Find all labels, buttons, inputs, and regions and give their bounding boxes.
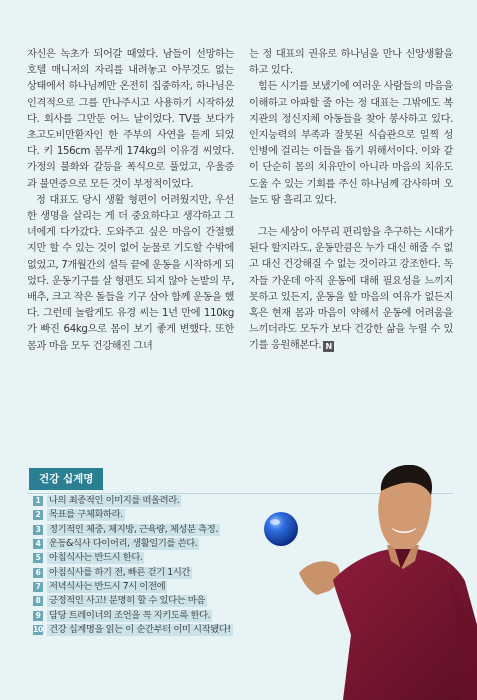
list-item — [33, 594, 233, 608]
list-item — [33, 551, 233, 565]
list-item — [33, 508, 233, 522]
list-item — [33, 523, 233, 537]
item-text: 건강 십계명을 읽는 이 순간부터 이미 시작됐다! — [49, 623, 231, 635]
item-text: 저녁식사는 반드시 7시 이전에 — [49, 580, 166, 592]
item-number: 9 — [33, 611, 43, 621]
list-item — [33, 537, 233, 551]
article-paragraph-text: 그는 세상이 아무리 편리함을 추구하는 시대가 된다 할지라도, 운동만큼은 누가 대신 해줄 수 없고 대신 건강해질 수 없는 것이라고 강조한다. 독자들 가운데 아직 운동에 대해 필요성을 느끼지 못하고 있든지, 운동을 할 마음의 여유가 없든지 혹은 현재 몸과 마음이 약해서 운동에 어려움을 느끼더라도 모두가 보다 건강한 삶을 누릴 수 있기를 응원해본다. — [249, 227, 453, 352]
item-number: 5 — [33, 553, 43, 563]
ball-icon — [264, 512, 298, 546]
item-number: 3 — [33, 525, 43, 535]
article-paragraph: 정 대표도 당시 생활 형편이 어려웠지만, 우선 한 생명을 살리는 게 더 중요하다고 생각하고 그녀에게 다가갔다. 도와주고 싶은 마음이 간절했지만 할 수 있는 것이 없어 눈물로 기도할 수밖에 없었고, 7개월간의 설득 끝에 운동을 시작하게 되었다. 운동기구를 살 형편도 되지 않아 논밭의 무, 배추, 크고 작은 돌들을 기구 삼아 함께 운동을 했다. 그런데 놀랍게도 유경 씨는 1년 만에 110kg가 빠진 64kg으로 몸이 보기 좋게 변했다. 또한 몸과 마음 모두 건강해진 그녀 — [27, 194, 234, 352]
item-number: 10 — [33, 624, 43, 634]
item-text: 운동&식사 다이어리, 생활일기를 쓴다. — [49, 538, 198, 550]
item-text: 나의 최종적인 이미지를 떠올려라. — [49, 495, 180, 507]
health-tips-list — [33, 494, 233, 637]
article-left-column — [27, 47, 234, 355]
article-paragraph — [249, 225, 453, 355]
item-number: 2 — [33, 510, 43, 520]
item-number: 4 — [33, 539, 43, 549]
item-text: 긍정적인 사고! 분명히 할 수 있다는 마음 — [49, 595, 205, 607]
end-mark-icon: N — [323, 341, 334, 352]
article-right-column — [249, 47, 453, 355]
item-text: 정기적인 체중, 체지방, 근육량, 체성분 측정. — [49, 523, 218, 535]
item-number: 7 — [33, 582, 43, 592]
item-number: 6 — [33, 568, 43, 578]
item-text: 아침식사는 반드시 한다. — [49, 552, 143, 564]
article-paragraph: 자신은 녹초가 되어갈 때였다. 남들이 선망하는 호텔 매니저의 자리를 내려놓고 아무것도 없는 상태에서 하나님께만 온전히 집중하자, 하나님은 인격적으로 그를 만나주시고 사용하기 시작하셨다. 회사를 그만둔 어느 날이었다. TV를 보다가 초고도비만환자인 한 주부의 사연을 듣게 되었다. 키 156cm 몸무게 174kg의 이유경 씨였다. 가정의 불화와 갈등을 폭식으로 풀었고, 우울증과 불면증으로 모든 것이 부정적이었다. — [27, 49, 234, 190]
article-paragraph: 는 정 대표의 권유로 하나님을 만나 신앙생활을 하고 있다. — [249, 49, 453, 77]
item-number: 8 — [33, 596, 43, 606]
list-item — [33, 565, 233, 579]
list-item — [33, 623, 233, 637]
list-item — [33, 608, 233, 622]
item-text: 목표를 구체화하라. — [49, 509, 123, 521]
trainer-figure — [299, 465, 477, 700]
list-item — [33, 494, 233, 508]
box-title: 건강 십계명 — [29, 468, 103, 490]
article-paragraph: 힘든 시기를 보냈기에 여러운 사람들의 마음을 이해하고 아파할 줄 아는 정 대표는 그밖에도 복지관의 정신지체 아동들을 찾아 봉사하고 있다. 인지능력의 부족과 잘못된 식습관으로 일찍 성인병에 걸리는 이들을 돕기 위해서이다. 이와 같이 단순히 몸의 치유만이 아니라 마음의 치유도 도울 수 있는 기회를 주신 하나님께 감사하며 오늘도 땀 흘리고 있다. — [249, 81, 453, 206]
item-text: 아침식사를 하기 전, 빠른 걷기 1시간 — [49, 566, 190, 578]
item-text: 담당 트레이너의 조언을 꼭 지키도록 한다. — [49, 609, 211, 621]
item-number: 1 — [33, 496, 43, 506]
list-item — [33, 580, 233, 594]
trainer-photo — [255, 465, 477, 700]
